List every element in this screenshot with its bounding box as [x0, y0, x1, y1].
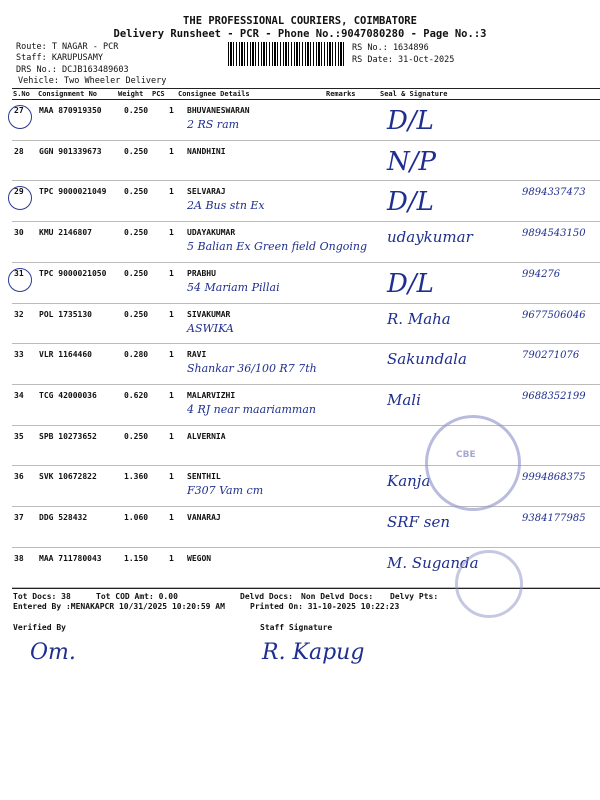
- consignee-name: SIVAKUMAR: [187, 309, 231, 319]
- consignment-number: TPC 9000021050: [39, 268, 107, 278]
- seal-stamp: [425, 415, 521, 511]
- pieces-count: 1: [169, 187, 174, 197]
- weight-value: 0.250: [124, 146, 149, 156]
- total-cod: Tot COD Amt: 0.00: [96, 592, 178, 601]
- vehicle-label: Vehicle: Two Wheeler Delivery: [18, 76, 167, 86]
- weight-value: 1.060: [124, 513, 149, 522]
- consignment-number: TPC 9000021049: [39, 187, 107, 197]
- runsheet-subtitle: Delivery Runsheet - PCR - Phone No.:9047080280 - Page No.:3: [113, 28, 487, 40]
- handwritten-phone: 9894337473: [522, 187, 586, 199]
- weight-value: 0.250: [124, 187, 149, 197]
- serial-number: 35: [14, 431, 24, 441]
- recipient-signature: D/L: [387, 106, 434, 136]
- weight-value: 0.250: [124, 106, 149, 115]
- table-row: [12, 222, 600, 262]
- col-seal-signature: Seal & Signature: [380, 90, 448, 98]
- recipient-signature: Kanja: [387, 472, 431, 491]
- consignee-name: VANARAJ: [187, 513, 221, 522]
- pieces-count: 1: [169, 431, 174, 441]
- total-docs: Tot Docs: 38: [13, 592, 71, 601]
- consignment-number: GGN 901339673: [39, 146, 102, 156]
- delivered-docs: Delvd Docs:: [240, 592, 293, 601]
- serial-number: 36: [14, 472, 24, 482]
- verifier-signature: Om.: [30, 640, 76, 665]
- recipient-signature: Mali: [387, 390, 421, 409]
- consignee-name: NANDHINI: [187, 146, 226, 156]
- table-row: [12, 507, 600, 547]
- pieces-count: 1: [169, 228, 174, 238]
- table-row: [12, 100, 600, 140]
- serial-number: 32: [14, 309, 24, 319]
- consignment-number: KMU 2146807: [39, 228, 92, 238]
- weight-value: 0.620: [124, 390, 149, 400]
- recipient-signature: D/L: [387, 268, 434, 299]
- printed-on: Printed On: 31-10-2025 10:22:23: [250, 602, 400, 611]
- serial-circle-mark: [8, 268, 32, 292]
- handwritten-address: F307 Vam cm: [187, 484, 264, 498]
- serial-circle-mark: [8, 186, 32, 210]
- col-weight: Weight: [118, 90, 144, 98]
- handwritten-phone: 9994868375: [522, 472, 586, 484]
- handwritten-address: 2A Bus stn Ex: [187, 199, 265, 213]
- handwritten-phone: 994276: [522, 268, 561, 280]
- serial-number: 33: [14, 350, 24, 360]
- consignee-name: UDAYAKUMAR: [187, 228, 236, 238]
- serial-number: 34: [14, 390, 24, 400]
- consignment-number: TCG 42000036: [39, 390, 97, 400]
- recipient-signature: M. Suganda: [387, 553, 479, 572]
- serial-number: 30: [14, 228, 24, 238]
- consignee-name: ALVERNIA: [187, 431, 226, 441]
- pieces-count: 1: [169, 472, 174, 482]
- pieces-count: 1: [169, 146, 174, 156]
- non-delivered-docs: Non Delvd Docs:: [301, 592, 374, 601]
- consignment-number: VLR 1164460: [39, 350, 92, 360]
- consignment-number: SVK 10672822: [39, 472, 97, 482]
- handwritten-phone: 9384177985: [522, 513, 586, 524]
- col-remarks: Remarks: [326, 90, 356, 98]
- consignment-number: POL 1735130: [39, 309, 92, 319]
- serial-number: 27: [14, 106, 24, 115]
- weight-value: 0.250: [124, 431, 149, 441]
- staff-signature-label: Staff Signature: [260, 623, 333, 632]
- recipient-signature: SRF sen: [387, 513, 450, 531]
- col-pcs: PCS: [152, 90, 165, 98]
- pieces-count: 1: [169, 268, 174, 278]
- recipient-signature: D/L: [387, 187, 434, 218]
- seal-stamp-secondary: [455, 550, 523, 618]
- weight-value: 1.150: [124, 553, 149, 563]
- consignee-name: BHUVANESWARAN: [187, 106, 250, 115]
- consignment-number: MAA 711780043: [39, 553, 102, 563]
- rs-date: RS Date: 31-Oct-2025: [352, 55, 455, 65]
- consignee-name: SENTHIL: [187, 472, 221, 482]
- pieces-count: 1: [169, 553, 174, 563]
- handwritten-phone: 9688352199: [522, 390, 586, 402]
- staff-signature: R. Kapug: [262, 640, 365, 665]
- table-row: [12, 141, 600, 181]
- handwritten-phone: 9677506046: [522, 309, 586, 321]
- serial-number: 29: [14, 187, 24, 196]
- weight-value: 0.250: [124, 309, 149, 319]
- consignment-number: MAA 870919350: [39, 106, 102, 115]
- consignee-name: PRABHU: [187, 268, 216, 278]
- table-row: [12, 344, 600, 384]
- recipient-signature: R. Maha: [387, 309, 451, 328]
- handwritten-address: Shankar 36/100 R7 7th: [187, 362, 317, 376]
- consignment-number: SPB 10273652: [39, 431, 97, 441]
- route-label: Route: T NAGAR - PCR: [16, 42, 119, 52]
- handwritten-address: 2 RS ram: [187, 118, 240, 131]
- consignee-name: SELVARAJ: [187, 187, 226, 197]
- rs-number: RS No.: 1634896: [352, 43, 429, 53]
- company-title: THE PROFESSIONAL COURIERS, COIMBATORE: [183, 15, 417, 27]
- pieces-count: 1: [169, 513, 174, 522]
- stamp-text: CBE: [456, 450, 476, 460]
- pieces-count: 1: [169, 309, 174, 319]
- serial-number: 31: [14, 269, 24, 278]
- weight-value: 0.280: [124, 350, 149, 360]
- consignee-name: MALARVIZHI: [187, 390, 236, 400]
- serial-number: 28: [14, 146, 24, 156]
- pieces-count: 1: [169, 390, 174, 400]
- pieces-count: 1: [169, 350, 174, 360]
- handwritten-address: 5 Balian Ex Green field Ongoing: [187, 240, 368, 254]
- weight-value: 0.250: [124, 268, 149, 278]
- handwritten-address: ASWIKA: [187, 321, 234, 335]
- drs-label: DRS No.: DCJB163489603: [16, 65, 129, 75]
- delivery-points: Delvy Pts:: [390, 592, 439, 601]
- table-row: [12, 263, 600, 303]
- recipient-signature: udaykumar: [387, 228, 473, 247]
- table-row: [12, 181, 600, 221]
- pieces-count: 1: [169, 106, 174, 115]
- verified-by-label: Verified By: [13, 623, 66, 632]
- serial-number: 38: [14, 553, 24, 563]
- entered-by: Entered By :MENAKAPCR 10/31/2025 10:20:59 AM: [13, 602, 225, 611]
- consignee-name: RAVI: [187, 350, 207, 360]
- handwritten-address: 4 RJ near maariamman: [187, 402, 316, 416]
- serial-number: 37: [14, 513, 24, 522]
- col-sno: S.No: [13, 90, 30, 98]
- weight-value: 0.250: [124, 228, 149, 238]
- serial-circle-mark: [8, 105, 32, 129]
- barcode: [228, 42, 346, 66]
- handwritten-phone: 9894543150: [522, 228, 586, 240]
- table-row: [12, 385, 600, 425]
- col-consignee: Consignee Details: [178, 90, 250, 98]
- table-row: [12, 304, 600, 344]
- recipient-signature: Sakundala: [387, 350, 467, 369]
- staff-label: Staff: KARUPUSAMY: [16, 53, 103, 63]
- consignment-number: DDG 528432: [39, 513, 88, 522]
- recipient-signature: N/P: [387, 146, 437, 177]
- consignee-name: WEGON: [187, 553, 212, 563]
- weight-value: 1.360: [124, 472, 149, 482]
- handwritten-phone: 790271076: [522, 350, 580, 362]
- handwritten-address: 54 Mariam Pillai: [187, 280, 280, 294]
- header-rule-top: [12, 88, 600, 89]
- col-consignment: Consignment No: [38, 90, 98, 98]
